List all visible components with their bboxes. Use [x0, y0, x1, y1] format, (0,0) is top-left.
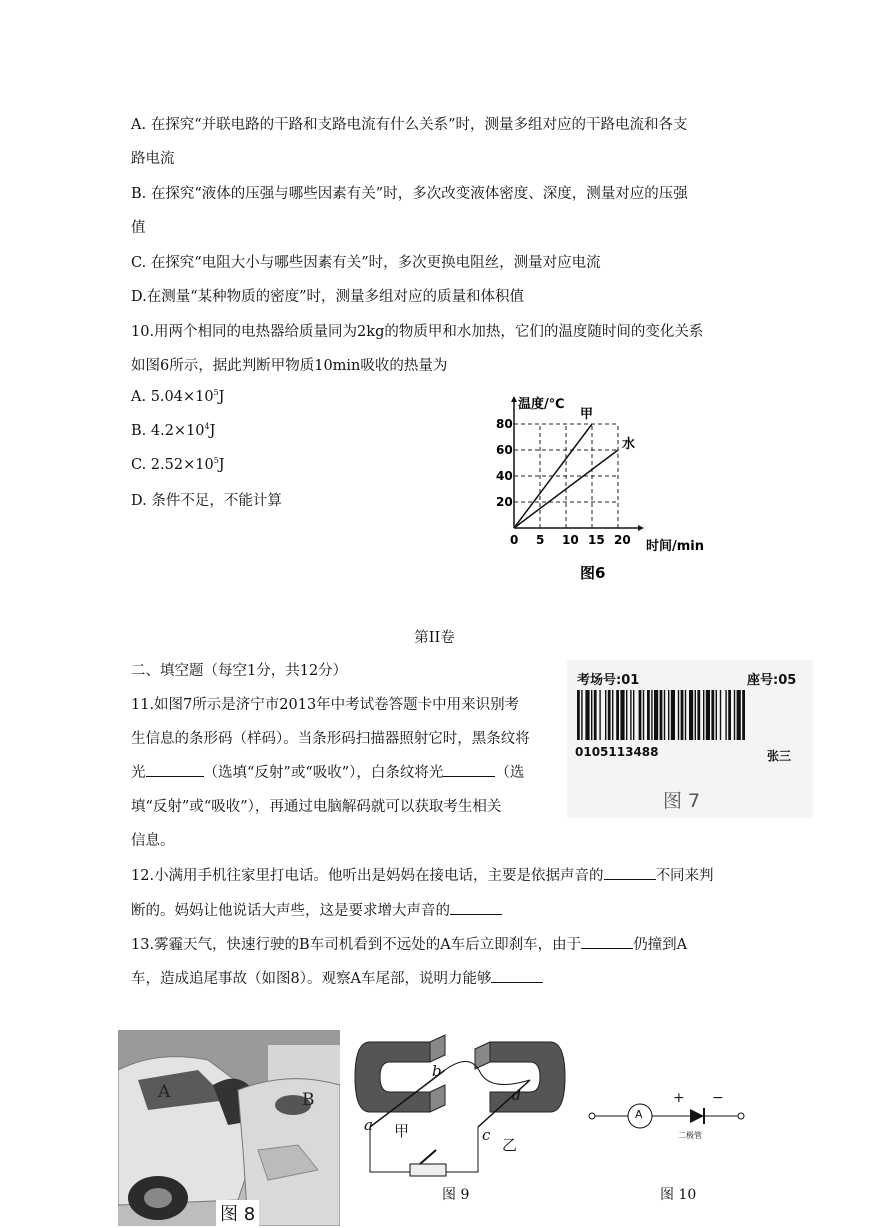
magnet-circuit-illustration	[350, 1032, 570, 1192]
figure-10-diagram	[580, 1090, 760, 1210]
q9-option-a-line1: A. 在探究“并联电路的干路和支路电流有什么关系”时，测量多组对应的干路电流和各支	[131, 117, 688, 133]
y-tick-label-60: 60	[496, 443, 513, 457]
y-axis-arrow	[511, 396, 517, 402]
barcode-bar	[626, 690, 627, 740]
y-tick-label-20: 20	[496, 495, 513, 509]
barcode-bar	[695, 690, 696, 740]
q10-option-a: A. $5.04\times 10^5J$	[131, 388, 225, 405]
y-tick-label-40: 40	[496, 469, 513, 483]
car-crash-illustration	[118, 1030, 340, 1226]
series-label-0: 甲	[580, 407, 594, 422]
fig10-plus: +	[673, 1090, 685, 1106]
q9-option-d: D.在测量“某种物质的密度”时，测量多组对应的质量和体积值	[131, 289, 525, 305]
q10-option-d: D. 条件不足，不能计算	[131, 493, 282, 509]
barcode-bar	[594, 690, 597, 740]
fig9-label-b: b	[432, 1062, 442, 1080]
barcode-bar	[742, 690, 745, 740]
barcode-bar	[633, 690, 634, 740]
q9-option-c: C. 在探究“电阻大小与哪些因素有关”时，多次更换电阻丝，测量对应电流	[131, 255, 601, 271]
fig9-label-yi: 乙	[502, 1136, 518, 1154]
q10-stem-line1: 10.用两个相同的电热器给质量同为2kg的物质甲和水加热，它们的温度随时间的变化关系	[131, 324, 704, 340]
figure-9-diagram	[350, 1032, 570, 1212]
x-tick-label-5: 5	[536, 533, 545, 547]
barcode-bar	[725, 690, 726, 740]
barcode-bar	[671, 690, 675, 740]
q12-blank-2[interactable]	[450, 900, 502, 915]
x-tick-label-10: 10	[562, 533, 579, 547]
barcode-bar	[616, 690, 619, 740]
x-tick-label-15: 15	[588, 533, 605, 547]
barcode-bar	[703, 690, 704, 740]
barcode-bar	[720, 690, 721, 740]
barcode-bar	[654, 690, 658, 740]
diode-circuit-illustration	[580, 1090, 760, 1150]
q13-line2: 车，造成追尾事故（如图8）。观察A车尾部，说明力能够	[131, 967, 543, 988]
barcode-bar	[711, 690, 714, 740]
q11-blank-2[interactable]	[443, 762, 495, 777]
barcode-bar	[678, 690, 679, 740]
section-title: 第II卷	[414, 630, 455, 646]
barcode-exam-room: 考场号:01	[577, 673, 640, 688]
barcode-number: 0105113488	[575, 745, 659, 759]
barcode-bar	[647, 690, 650, 740]
barcode-bar	[685, 690, 686, 740]
q9-option-b-line1: B. 在探究“液体的压强与哪些因素有关”时，多次改变液体密度、深度，测量对应的压强	[131, 186, 688, 202]
fig8-label-b: B	[302, 1090, 315, 1110]
barcode-bar	[612, 690, 613, 740]
q13-blank-2[interactable]	[491, 968, 543, 983]
chart-grid	[514, 424, 618, 528]
barcode-bar	[681, 690, 684, 740]
barcode-bar	[608, 690, 611, 740]
section2-heading: 二、填空题（每空1分，共12分）	[131, 663, 348, 679]
barcode-bar	[734, 690, 735, 740]
chart-series	[514, 407, 635, 528]
chart-caption: 图6	[580, 564, 606, 582]
figure-9-caption: 图 9	[442, 1187, 470, 1203]
fig10-meter-label: A	[635, 1108, 643, 1121]
figure-8-photo	[118, 1030, 340, 1226]
barcode-bar	[620, 690, 624, 740]
barcode-name: 张三	[767, 749, 792, 763]
barcode-bar	[668, 690, 669, 740]
q12-line1: 12.小满用手机往家里打电话。他听出是妈妈在接电话，主要是依据声音的 不同来判	[131, 864, 714, 885]
fig10-diode-label: 二极管	[678, 1131, 702, 1140]
q13-blank-1[interactable]	[581, 934, 633, 949]
barcode-bar	[630, 690, 631, 740]
q9-option-b-line2: 值	[131, 220, 146, 236]
chart-x-label: 时间/min	[646, 539, 705, 554]
barcode-bar	[737, 690, 741, 740]
q9-option-a-line2: 路电流	[131, 151, 175, 167]
figure-7-caption: 图 7	[663, 790, 701, 812]
q13-line1: 13.雾霾天气，快速行驶的B车司机看到不远处的A车后立即刹车，由于 仍撞到A	[131, 933, 687, 954]
fig9-label-jia: 甲	[394, 1122, 410, 1140]
barcode-bar	[706, 690, 710, 740]
barcode-seat: 座号:05	[747, 673, 797, 688]
barcode-bar	[639, 690, 642, 740]
barcode-bar	[577, 690, 580, 740]
fig9-label-c: c	[482, 1126, 491, 1144]
barcode-bar	[716, 690, 717, 740]
barcode-bar	[664, 690, 665, 740]
x-tick-label-0: 0	[510, 533, 519, 547]
barcode-bar	[599, 690, 600, 740]
q11-line3: 光 （选填“反射”或“吸收”），白条纹将光 （选	[131, 761, 524, 782]
fig9-label-a: a	[364, 1116, 373, 1134]
x-tick-label-20: 20	[614, 533, 631, 547]
q10-option-b: B. $4.2\times 10^4J$	[131, 422, 216, 439]
figure-10-caption: 图 10	[660, 1187, 697, 1203]
barcode-bar	[581, 690, 582, 740]
figure-8-caption: 图 8	[216, 1200, 259, 1226]
q11-line4: 填“反射”或“吸收”），再通过电脑解码就可以获取考生相关	[131, 799, 502, 815]
barcode-bar	[585, 690, 589, 740]
figure-6-chart	[490, 388, 720, 588]
figure-7-barcode	[567, 660, 813, 818]
barcode-bar	[728, 690, 731, 740]
q11-line1: 11.如图7所示是济宁市2013年中考试卷答题卡中用来识别考	[131, 697, 520, 713]
barcode-bar	[643, 690, 644, 740]
barcode-bar	[591, 690, 592, 740]
chart-y-label: 温度/℃	[518, 397, 565, 412]
fig9-label-d: d	[512, 1088, 521, 1104]
barcode-bar	[651, 690, 652, 740]
x-axis-arrow	[638, 525, 644, 531]
barcode-bar	[697, 690, 700, 740]
q12-blank-1[interactable]	[604, 865, 656, 880]
q11-line2: 生信息的条形码（样码）。当条形码扫描器照射它时，黑条纹将	[131, 731, 530, 747]
q10-option-c: C. $2.52\times 10^5J$	[131, 456, 225, 473]
barcode-bar	[689, 690, 693, 740]
q11-line5: 信息。	[131, 833, 175, 849]
q10-stem-line2: 如图6所示，据此判断甲物质10min吸收的热量为	[131, 358, 448, 374]
q11-blank-1[interactable]	[146, 762, 204, 777]
barcode-bar	[660, 690, 663, 740]
fig10-minus: −	[712, 1090, 724, 1106]
fig8-label-a: A	[158, 1082, 171, 1102]
chart-axes	[511, 396, 644, 531]
q12-line2: 断的。妈妈让他说话大声些，这是要求增大声音的	[131, 899, 502, 920]
barcode-bar	[605, 690, 606, 740]
y-tick-label-80: 80	[496, 417, 513, 431]
series-label-1: 水	[622, 437, 636, 452]
barcode-bars	[575, 690, 805, 740]
